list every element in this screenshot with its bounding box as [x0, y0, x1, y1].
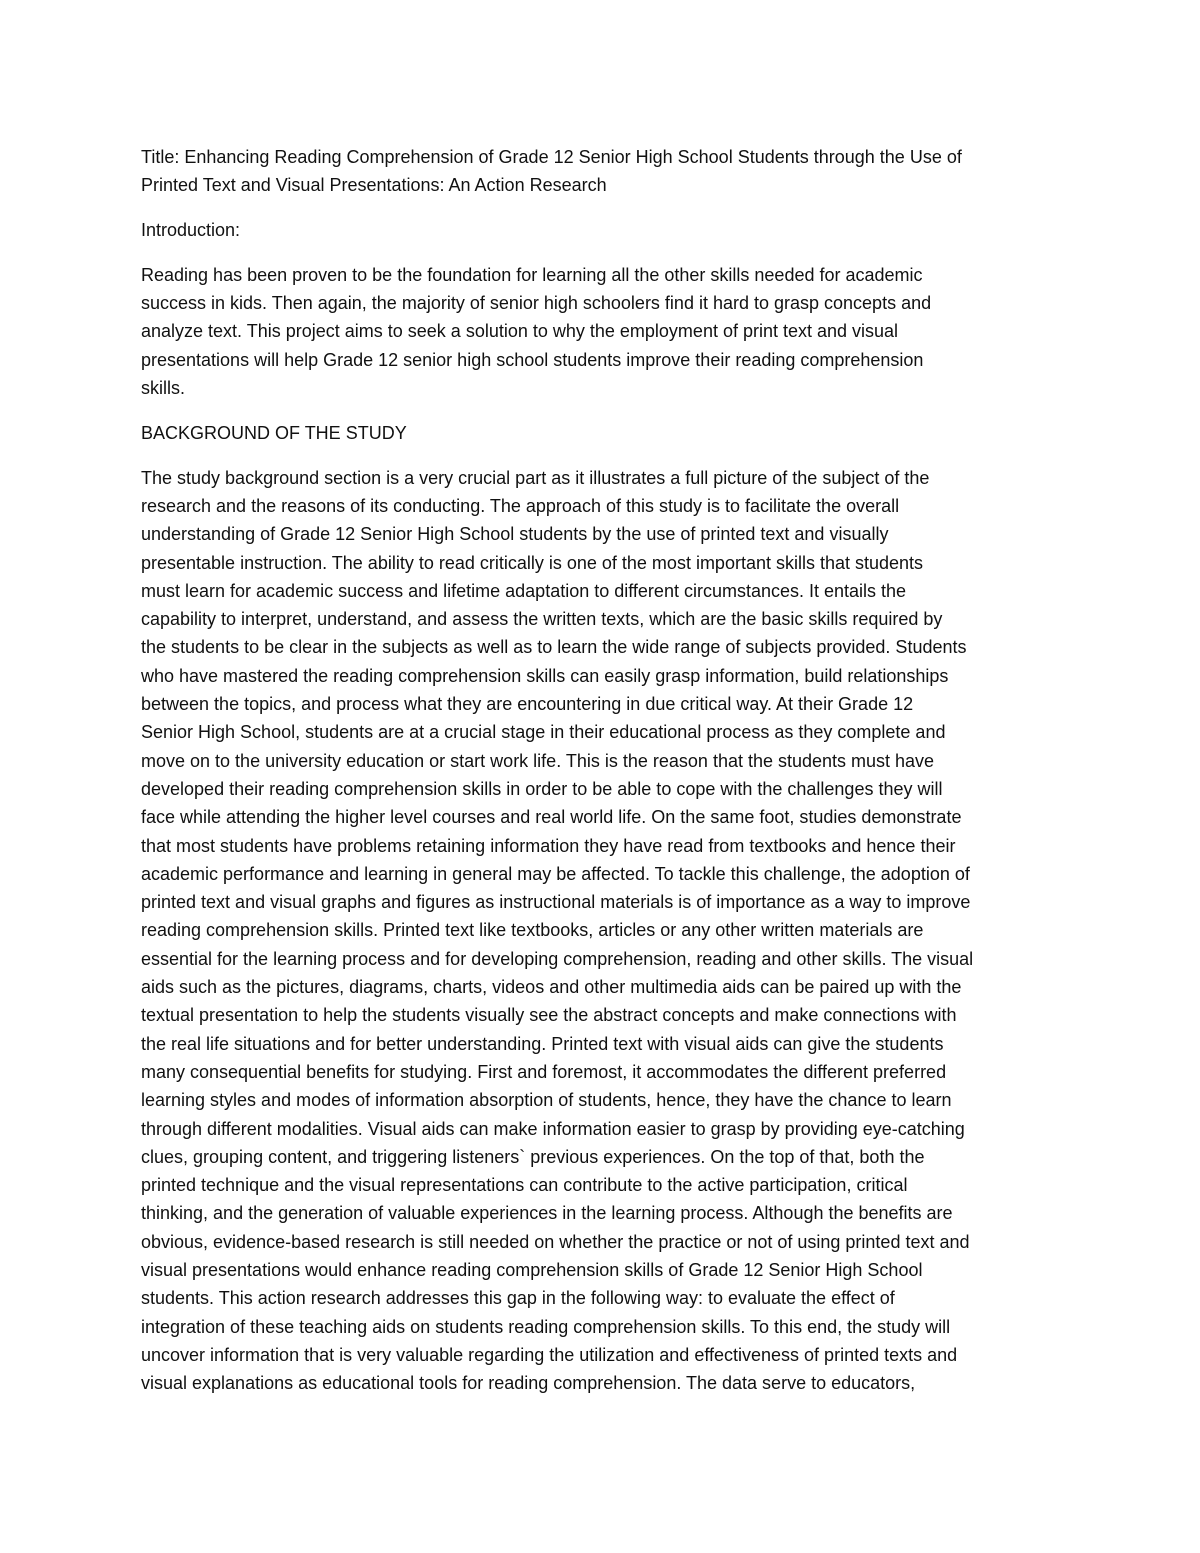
heading-text: BACKGROUND OF THE STUDY — [141, 422, 407, 443]
paragraph-line: students. This action research addresses this gap in the following way: to evaluate the effect of — [141, 1288, 895, 1309]
paragraph-line: the students to be clear in the subjects as well as to learn the wide range of subjects provided. Students — [141, 637, 967, 658]
paragraph-line: obvious, evidence-based research is still needed on whether the practice or not of using printed text and — [141, 1231, 970, 1252]
paragraph-line: integration of these teaching aids on students reading comprehension skills. To this end, the study will — [141, 1316, 951, 1337]
paragraph-line: Senior High School, students are at a crucial stage in their educational process as they complete and — [141, 722, 946, 743]
paragraph-line: through different modalities. Visual aids can make information easier to grasp by providing eye-catching — [141, 1118, 965, 1139]
document-title — [141, 143, 1063, 200]
paragraph-line: reading comprehension skills. Printed text like textbooks, articles or any other written materials are — [141, 920, 924, 941]
paragraph-line: clues, grouping content, and triggering listeners` previous experiences. On the top of that, both the — [141, 1146, 925, 1167]
paragraph-line: presentable instruction. The ability to read critically is one of the most important skills that students — [141, 552, 924, 573]
paragraph-line: academic performance and learning in general may be affected. To tackle this challenge, the adoption of — [141, 863, 970, 884]
paragraph-line: research and the reasons of its conducting. The approach of this study is to facilitate the overall — [141, 495, 900, 516]
paragraph-line: between the topics, and process what they are encountering in due critical way. At their Grade 12 — [141, 694, 914, 715]
paragraph-line: capability to interpret, understand, and assess the written texts, which are the basic skills required by — [141, 609, 943, 630]
paragraph-line: printed technique and the visual representations can contribute to the active participation, critical — [141, 1175, 908, 1196]
paragraph-line: The study background section is a very crucial part as it illustrates a full picture of the subject of the — [141, 467, 930, 488]
background-paragraph — [141, 464, 1063, 1398]
paragraph-line: the real life situations and for better understanding. Printed text with visual aids can give the students — [141, 1033, 944, 1054]
document-body — [141, 143, 1063, 1414]
paragraph-line: must learn for academic success and lifetime adaptation to different circumstances. It entails the — [141, 580, 907, 601]
paragraph-line: uncover information that is very valuable regarding the utilization and effectiveness of printed texts and — [141, 1344, 958, 1365]
paragraph-line: printed text and visual graphs and figures as instructional materials is of importance as a way to improve — [141, 892, 971, 913]
background-heading — [141, 419, 1063, 447]
title-line: Title: Enhancing Reading Comprehension of Grade 12 Senior High School Students through the Use of — [141, 147, 962, 167]
introduction-paragraph — [141, 261, 1063, 402]
paragraph-line: many consequential benefits for studying. First and foremost, it accommodates the different preferred — [141, 1061, 947, 1082]
paragraph-line: Reading has been proven to be the foundation for learning all the other skills needed for academic — [141, 264, 923, 285]
paragraph-line: visual explanations as educational tools for reading comprehension. The data serve to educators, — [141, 1373, 916, 1394]
paragraph-line: who have mastered the reading comprehension skills can easily grasp information, build relationships — [141, 665, 949, 686]
heading-text: Introduction: — [141, 220, 241, 241]
paragraph-line: move on to the university education or start work life. This is the reason that the students must have — [141, 750, 935, 771]
title-line: Printed Text and Visual Presentations: An Action Research — [141, 175, 607, 196]
paragraph-line: success in kids. Then again, the majority of senior high schoolers find it hard to grasp concepts and — [141, 293, 932, 314]
paragraph-line: textual presentation to help the students visually see the abstract concepts and make connections with — [141, 1005, 957, 1026]
paragraph-line: face while attending the higher level courses and real world life. On the same foot, studies demonstrate — [141, 807, 962, 828]
paragraph-line: essential for the learning process and for developing comprehension, reading and other skills. The visual — [141, 948, 974, 969]
paragraph-line: presentations will help Grade 12 senior high school students improve their reading comprehension — [141, 349, 924, 370]
paragraph-line: aids such as the pictures, diagrams, charts, videos and other multimedia aids can be paired up with the — [141, 977, 962, 998]
paragraph-line: thinking, and the generation of valuable experiences in the learning process. Although the benefits are — [141, 1203, 953, 1224]
paragraph-line: learning styles and modes of information absorption of students, hence, they have the chance to learn — [141, 1090, 952, 1111]
paragraph-line: skills. — [141, 378, 185, 399]
paragraph-line: analyze text. This project aims to seek a solution to why the employment of print text and visual — [141, 321, 899, 342]
paragraph-line: developed their reading comprehension skills in order to be able to cope with the challenges they will — [141, 778, 943, 799]
paragraph-line: understanding of Grade 12 Senior High School students by the use of printed text and visually — [141, 524, 889, 545]
introduction-heading — [141, 216, 1063, 244]
paragraph-line: visual presentations would enhance reading comprehension skills of Grade 12 Senior High School — [141, 1259, 923, 1280]
paragraph-line: that most students have problems retaining information they have read from textbooks and hence their — [141, 835, 956, 856]
